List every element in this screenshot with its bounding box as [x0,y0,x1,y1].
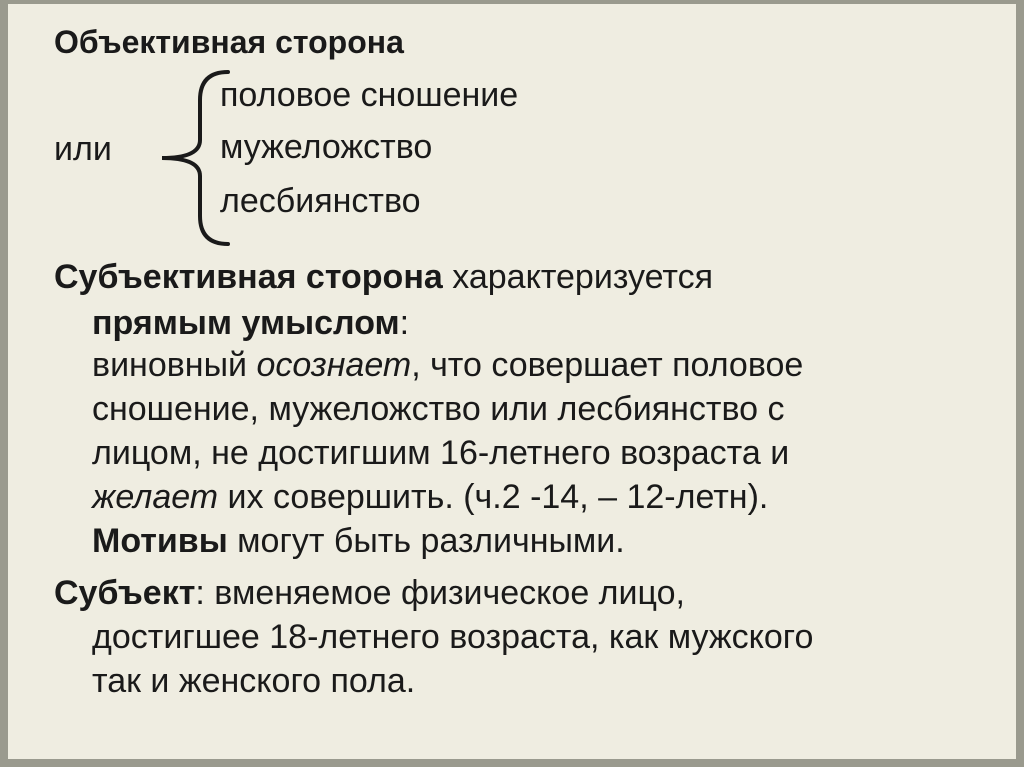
intent-colon: : [399,304,410,342]
objective-heading: Объективная сторона [54,24,404,60]
option-sodomy: мужеложство [220,128,433,166]
intent-line [92,306,409,340]
or-connector: или [54,130,112,168]
text-segment: их совершить. (ч.2 -14, – 12-летн). [218,478,769,516]
subject-line-2: достигшее 18-летнего возраста, как мужского [92,618,814,656]
subjective-heading: Субъективная сторона [54,258,443,296]
option-sexual-intercourse: половое сношение [220,76,519,114]
option-lesbianism: лесбиянство [220,182,421,220]
subjective-paragraph-start [54,260,713,294]
text-segment: виновный [92,346,257,384]
subject-line-1 [54,576,685,610]
direct-intent: прямым умыслом [92,304,400,342]
subjective-line-3: лицом, не достигшим 16-летнего возраста и [92,434,790,472]
motives-heading: Мотивы [92,522,228,560]
slide [8,4,1016,759]
subjective-heading-rest: характеризуется [442,258,714,296]
subjective-line-2: сношение, мужеложство или лесбиянство с [92,390,785,428]
subject-line-1-rest: : вменяемое физическое лицо, [195,574,685,612]
subjective-line-1 [92,348,803,382]
subject-line-3: так и женского пола. [92,662,416,700]
motives-rest: могут быть различными. [227,522,625,560]
subject-heading: Субъект [54,574,196,612]
text-segment: , что совершает половое [411,346,804,384]
motives-line [92,524,625,558]
subjective-line-4 [92,480,768,514]
realizes-italic: осознает [256,346,412,384]
desires-italic: желает [92,478,219,516]
